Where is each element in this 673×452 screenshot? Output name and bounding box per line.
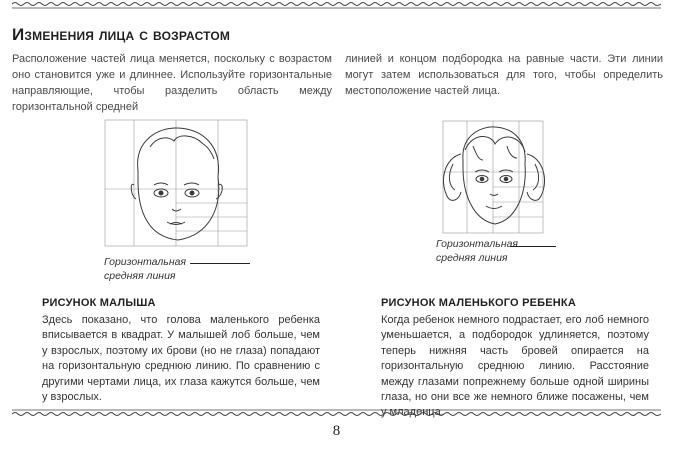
baby-caption-line2: средняя линия xyxy=(104,270,176,282)
baby-caption-line1: Горизонтальная xyxy=(104,256,187,268)
baby-face-illustration xyxy=(104,119,248,263)
child-midline-caption xyxy=(436,237,518,265)
intro-paragraph-left: Расположение частей лица меняется, поскольку с возрастом оно становится уже и длиннее. Используйте горизонтальные направляющие, чтобы разделить область между горизонтальной средней xyxy=(12,53,332,113)
baby-caption-leader-line xyxy=(190,263,250,264)
child-face-illustration xyxy=(433,120,553,236)
child-section-text: Когда ребенок немного подрастает, его лоб немного уменьшается, а подбородок удлиняется, поэтому теперь нижняя часть бровей опирается на горизонтальную среднюю линию. Расстояние между глазами попрежнему больше одной ширины глаза, но они все же немного ближе посажены, чем у младенца. xyxy=(381,314,649,419)
bottom-decorative-rule xyxy=(12,406,661,418)
child-section-heading: РИСУНОК МАЛЕНЬКОГО РЕБЕНКА xyxy=(381,297,576,309)
child-caption-line1: Горизонтальная xyxy=(436,238,519,250)
baby-section-heading: РИСУНОК МАЛЫША xyxy=(42,297,156,309)
child-caption-leader-line xyxy=(510,246,556,247)
baby-section-text: Здесь показано, что голова маленького ребенка вписывается в квадрат. У малышей лоб больше, чем у взрослых, поэтому их брови (но не глаза) попадают на горизонтальную среднюю линию. По сравнению с другими чертами лица, их глаза кажутся больше, чем у взрослых. xyxy=(42,314,320,404)
baby-midline-caption xyxy=(104,255,186,283)
page-title-initial: И xyxy=(12,25,25,44)
top-decorative-rule xyxy=(12,0,661,12)
child-caption-line2: средняя линия xyxy=(436,252,508,264)
intro-paragraph-right: линией и концом подбородка на равные части. Эти линии могут затем использоваться для того, чтобы определить местоположение частей лица. xyxy=(345,53,663,97)
page-title xyxy=(12,25,230,45)
page-title-rest: зменения лица с возрастом xyxy=(24,25,231,44)
page-number: 8 xyxy=(332,423,341,439)
